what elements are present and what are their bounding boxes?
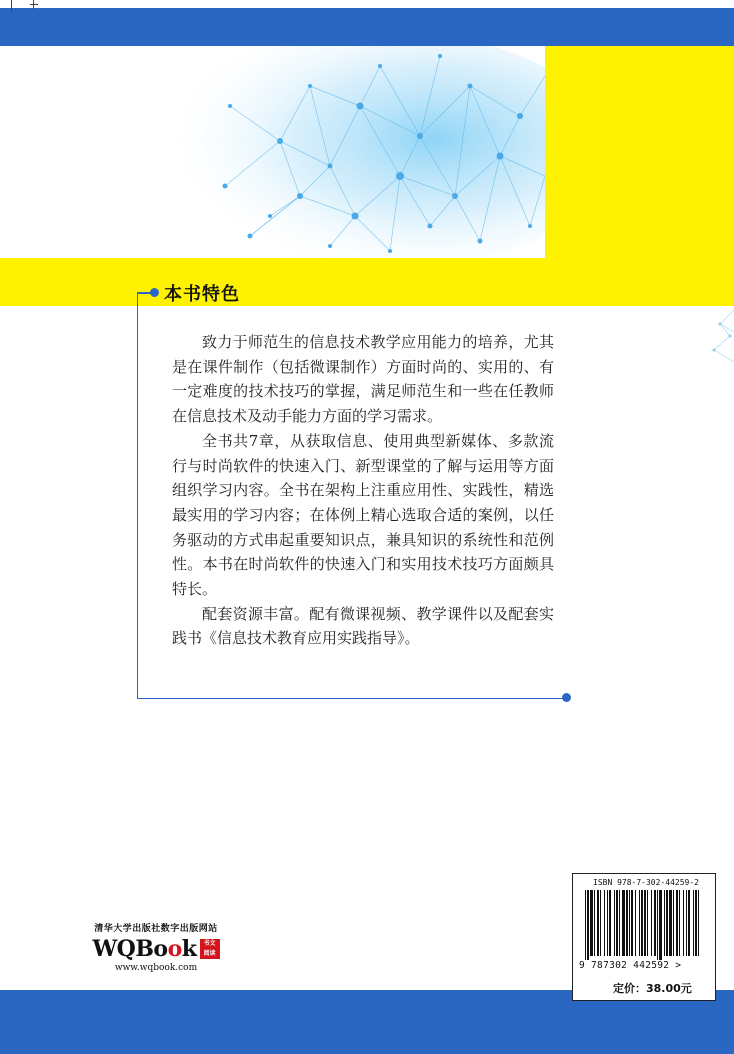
publisher-url: www.wqbook.com <box>114 963 198 973</box>
barcode-bar <box>641 890 643 956</box>
logo-part: k <box>181 936 197 962</box>
barcode-bar <box>590 890 593 956</box>
feature-description <box>172 330 554 651</box>
publisher-logo <box>86 936 226 962</box>
barcode-bar <box>635 890 636 956</box>
logo-badge <box>200 939 220 959</box>
barcode-bar <box>604 890 605 956</box>
barcode-bar <box>600 890 601 956</box>
barcode-bar <box>676 890 678 956</box>
barcode-bar <box>657 890 658 960</box>
network-illustration <box>0 46 545 258</box>
barcode-bar <box>683 890 684 956</box>
barcode-bar <box>679 890 680 956</box>
isbn-label: ISBN 978-7-302-44259-2 <box>593 878 699 887</box>
barcode-bar <box>587 890 589 960</box>
barcode-bar <box>644 890 646 956</box>
barcode-image <box>583 890 705 960</box>
crop-mark <box>30 4 38 5</box>
barcode-bar <box>614 890 615 956</box>
barcode-bar <box>688 890 690 956</box>
paragraph: 全书共7章，从获取信息、使用典型新媒体、多款流行与时尚软件的快速入门、新型课堂的了解与运用等方面组织学习内容。全书在架构上注重应用性、实践性，精选最实用的学习内容；在体例上精心选取合适的案例，以任务驱动的方式串起重要知识点，兼具知识的系统性和范例性。本书在时尚软件的快速入门和实用技术技巧方面颇具特长。 <box>172 431 554 599</box>
network-fragment <box>700 306 734 366</box>
barcode-bar <box>693 890 694 956</box>
barcode-bar <box>619 890 620 956</box>
barcode-bar <box>686 890 687 956</box>
publisher-block <box>86 921 226 973</box>
frame-dot-top <box>150 288 159 297</box>
barcode-bar <box>607 890 608 956</box>
badge-text: 阅读 <box>203 950 216 957</box>
barcode-bar <box>695 890 697 956</box>
publisher-name: 清华大学出版社数字出版网站 <box>94 924 218 934</box>
barcode-bar <box>664 890 665 956</box>
paragraph: 致力于师范生的信息技术教学应用能力的培养，尤其是在课件制作（包括微课制作）方面时尚的、实用的、有一定难度的技术技巧的掌握，满足师范生和一些在任教师在信息技术及动手能力方面的学习需求。 <box>172 333 554 426</box>
barcode-bar <box>597 890 599 956</box>
barcode-digits: 9 787302 442592 > <box>579 960 682 971</box>
price-label: 定价：38.00元 <box>613 982 692 995</box>
logo-text <box>92 936 196 962</box>
logo-part: WQ <box>92 936 136 962</box>
barcode-bar <box>629 890 630 956</box>
barcode-bar <box>609 890 611 956</box>
barcode-bar <box>673 890 674 956</box>
logo-part: o <box>167 936 182 962</box>
barcode-bar <box>631 890 633 956</box>
logo-part: Bo <box>135 936 168 962</box>
barcode-bar <box>654 890 656 956</box>
barcode-bar <box>669 890 672 956</box>
barcode-bar <box>616 890 618 956</box>
barcode-bar <box>626 890 628 956</box>
barcode-bar <box>639 890 640 956</box>
frame-connector <box>137 292 151 294</box>
barcode-bar <box>622 890 625 956</box>
badge-text: 书文 <box>203 940 216 947</box>
barcode-panel <box>572 873 716 1001</box>
barcode-bar <box>585 890 586 960</box>
barcode-bar <box>651 890 652 956</box>
barcode-bar <box>698 890 699 956</box>
barcode-bar <box>647 890 648 956</box>
top-blue-band <box>0 8 734 46</box>
paragraph: 配套资源丰富。配有微课视频、教学课件以及配套实践书《信息技术教育应用实践指导》。 <box>172 604 554 648</box>
crop-mark <box>11 0 12 12</box>
barcode-bar <box>659 890 662 960</box>
frame-dot-bottom <box>562 693 571 702</box>
section-title: 本书特色 <box>164 284 240 305</box>
barcode-bar <box>666 890 668 956</box>
barcode-bar <box>594 890 595 956</box>
